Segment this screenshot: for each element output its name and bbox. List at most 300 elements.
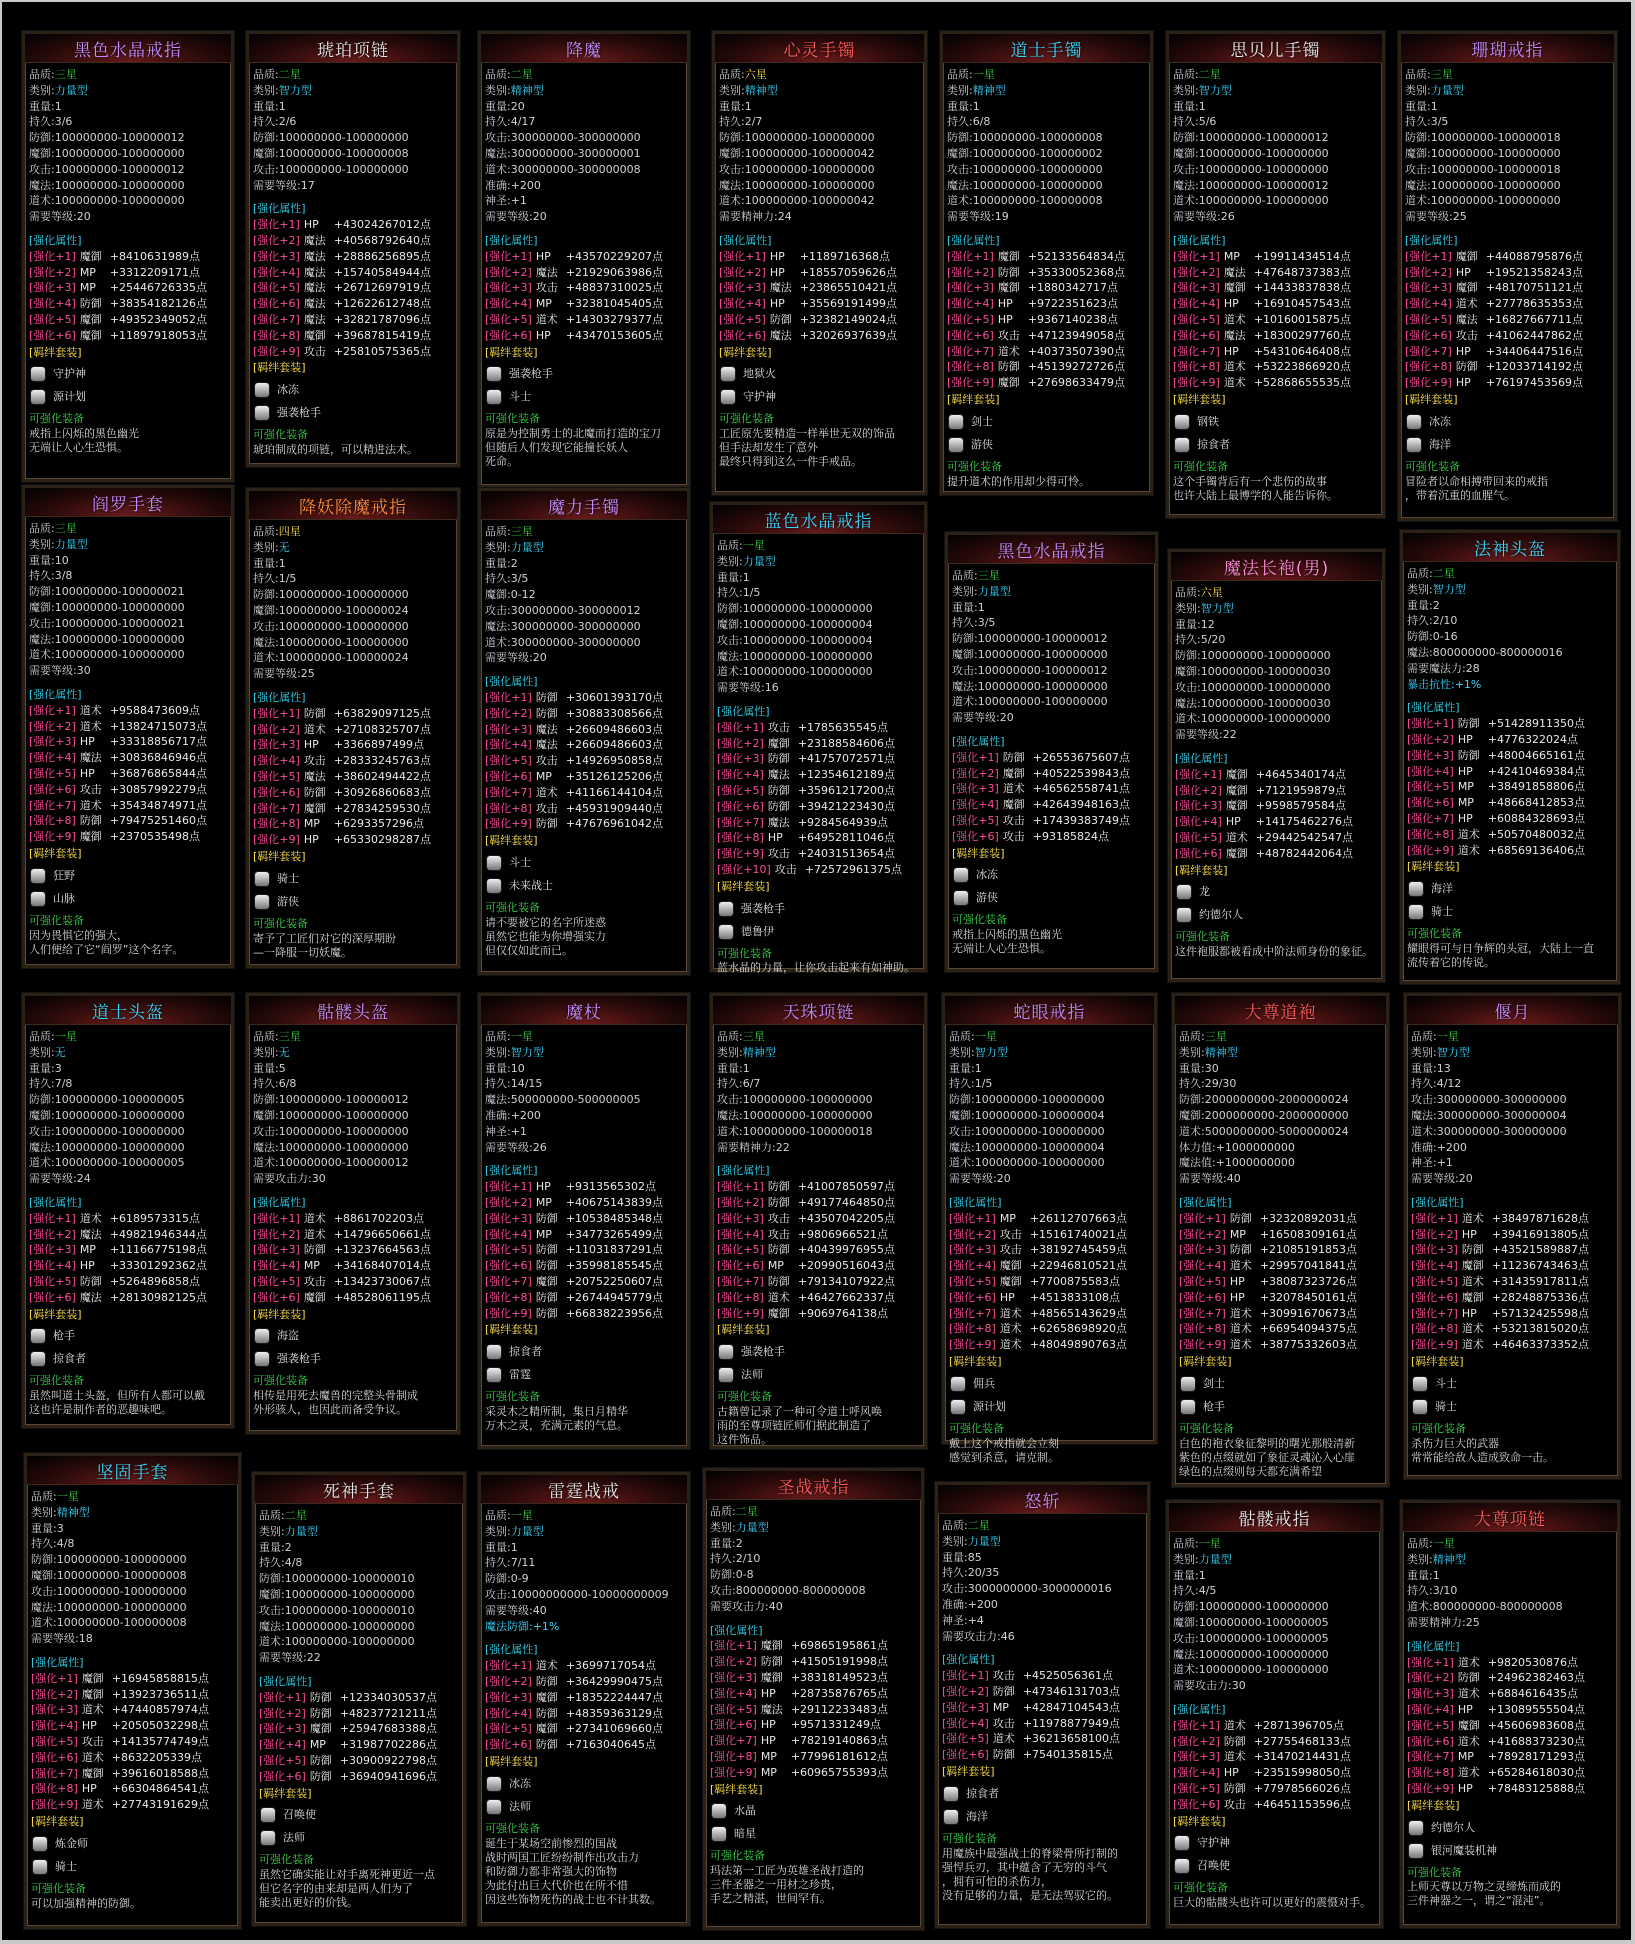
stat-label: 需要等级: <box>29 1172 77 1186</box>
stat-value: 300000000-300000008 <box>510 162 641 176</box>
enhance-row <box>485 1658 683 1674</box>
item-card[interactable] <box>22 993 234 1428</box>
stat-label: 需要等级: <box>1175 728 1223 742</box>
enhance-value: +43570229207点 <box>565 249 664 263</box>
enhance-row <box>717 1274 920 1290</box>
stat-label: 持久: <box>1173 115 1199 129</box>
enhance-value: +9806966521点 <box>797 1227 889 1241</box>
stat-row <box>1179 1155 1382 1171</box>
stat-label: 需要精神力: <box>1407 1615 1466 1629</box>
enhance-value: +34406447516点 <box>1485 344 1584 358</box>
enhance-row <box>31 1797 234 1813</box>
stat-value: 一星 <box>1432 1537 1455 1550</box>
item-description-line: 可以加强精神的防御。 <box>31 1896 141 1910</box>
set-bonus-item[interactable] <box>944 1785 1143 1803</box>
stat-label: 攻击: <box>29 1124 55 1138</box>
enhance-value: +35961217200点 <box>797 783 896 797</box>
set-section-title: [羁绊套装] <box>1407 1798 1460 1812</box>
stat-row <box>947 162 1146 178</box>
stat-label: 类别: <box>717 1045 743 1059</box>
enhance-stat: 防御 <box>767 1243 790 1257</box>
enhance-value: +31470214431点 <box>1253 1750 1352 1764</box>
set-bonus-item[interactable] <box>255 1327 453 1345</box>
enhance-level: [强化+2] <box>942 1684 989 1698</box>
set-bonus-item[interactable] <box>261 1829 459 1847</box>
enhance-value: +27778635353点 <box>1485 297 1584 311</box>
set-bonus-item[interactable] <box>255 893 453 911</box>
enhance-level: [强化+2] <box>485 265 532 279</box>
set-bonus-item[interactable] <box>487 365 683 383</box>
enhance-value: +3699717054点 <box>565 1659 657 1673</box>
stat-row <box>485 1045 683 1061</box>
item-card[interactable] <box>246 993 460 1434</box>
enhanceable-tag: 可强化装备 <box>253 1374 308 1388</box>
stat-value: 力量型 <box>510 540 544 554</box>
stat-label: 需要攻击力: <box>942 1629 1001 1643</box>
stat-label: 魔法: <box>29 632 55 646</box>
stat-value: 100000000-100000004 <box>974 1108 1105 1122</box>
stat-value: 智力型 <box>974 1045 1008 1059</box>
enhanceable-tag: 可强化装备 <box>949 1421 1004 1435</box>
enhance-row <box>949 1242 1150 1258</box>
set-bonus-item[interactable] <box>1175 1834 1376 1852</box>
stat-row <box>1173 1678 1376 1694</box>
item-details <box>255 1504 463 1912</box>
set-bonus-item[interactable] <box>1413 1375 1614 1393</box>
stat-row <box>29 67 227 83</box>
enhance-level: [强化+6] <box>1405 328 1452 342</box>
set-bonus-item[interactable] <box>487 877 683 895</box>
set-bonus-item[interactable] <box>949 436 1146 454</box>
stat-label: 魔法: <box>485 1093 511 1107</box>
stat-label: 准确: <box>485 1108 511 1122</box>
stat-value: 300000000-300000000 <box>510 131 641 145</box>
item-description-line: ，带着沉重的血腥气。 <box>1405 488 1515 502</box>
enhance-row <box>29 782 227 798</box>
item-card[interactable] <box>22 31 234 482</box>
stat-label: 品质: <box>259 1509 285 1522</box>
enhance-value: +12334030537点 <box>339 1690 438 1704</box>
stat-label: 持久: <box>719 115 745 129</box>
enhance-row <box>253 1211 453 1227</box>
set-bonus-item[interactable] <box>33 1835 234 1853</box>
enhance-level: [强化+2] <box>485 706 532 720</box>
item-card[interactable] <box>1398 31 1617 521</box>
stat-label: 类别: <box>485 83 511 97</box>
stat-label: 需要等级: <box>485 651 533 665</box>
set-bonus-item[interactable] <box>719 923 920 941</box>
stat-row <box>485 83 683 99</box>
enhance-row <box>1411 1211 1614 1227</box>
stat-row <box>717 649 920 665</box>
enhance-value: +27834259530点 <box>333 801 432 815</box>
set-bonus-item[interactable] <box>954 889 1151 907</box>
stat-label: 需要等级: <box>1405 210 1453 224</box>
set-bonus-item[interactable] <box>1175 1857 1376 1875</box>
stat-label: 持久: <box>717 586 743 600</box>
enhance-row <box>29 798 227 814</box>
stat-row <box>1179 1124 1382 1140</box>
item-card[interactable] <box>935 1482 1150 1928</box>
card-header <box>943 34 1150 63</box>
stat-label: 道术: <box>1411 1124 1437 1138</box>
set-bonus-item[interactable] <box>1177 906 1378 924</box>
enhance-stat: 防御 <box>769 312 792 326</box>
set-bonus-item[interactable] <box>31 388 227 406</box>
item-name: 法神头盔 <box>1474 539 1546 560</box>
item-description-line: 强悍兵刃，其中蕴含了无穷的斗气 <box>942 1860 1107 1874</box>
enhance-stat: HP <box>1223 344 1239 358</box>
enhance-level: [强化+2] <box>1175 783 1222 797</box>
enhance-value: +10538485348点 <box>565 1211 664 1225</box>
stat-value: 500000000-500000005 <box>510 1093 641 1107</box>
enhance-value: +1785635545点 <box>797 720 889 734</box>
item-card[interactable] <box>940 31 1153 495</box>
enhance-stat: HP <box>535 1180 551 1194</box>
enhance-section-title: [强化属性] <box>29 1195 82 1209</box>
item-card[interactable] <box>945 532 1158 972</box>
item-description-line: 冒险者以命相搏带回来的戒指 <box>1405 474 1548 488</box>
item-description-line: 无端让人心生恐惧。 <box>952 942 1051 956</box>
set-bonus-item[interactable] <box>721 365 920 383</box>
stat-row <box>947 146 1146 162</box>
stat-row <box>947 114 1146 130</box>
enhance-value: +9722351623点 <box>1027 297 1119 311</box>
item-card[interactable] <box>1168 549 1385 982</box>
set-bonus-item[interactable] <box>487 1366 683 1384</box>
set-bonus-item[interactable] <box>31 890 227 908</box>
item-name: 魔杖 <box>566 1002 602 1023</box>
stat-value: 800000000-800000008 <box>1432 1600 1563 1614</box>
stat-value: 1 <box>1430 99 1438 113</box>
enhance-value: +28735876765点 <box>790 1686 889 1700</box>
stat-label: 类别: <box>947 83 973 97</box>
item-name: 天珠项链 <box>782 1002 855 1023</box>
set-bonus-item[interactable] <box>487 854 683 872</box>
stat-value: 100000000-100000000 <box>278 619 409 633</box>
enhance-stat: 魔御 <box>1223 281 1246 295</box>
stat-row <box>485 1061 683 1077</box>
item-details <box>1175 1025 1386 1481</box>
set-bonus-item[interactable] <box>487 1775 683 1793</box>
set-bonus-name: 强袭枪手 <box>509 367 553 381</box>
set-emblem-icon <box>487 390 501 404</box>
enhance-row <box>29 1290 227 1306</box>
stat-label: 魔法: <box>952 679 978 693</box>
enhance-stat: MP <box>1457 1750 1474 1764</box>
enhance-level: [强化+6] <box>29 328 76 342</box>
stat-label: 持久: <box>942 1566 968 1580</box>
item-card[interactable] <box>1400 1500 1620 1928</box>
enhance-stat: 道术 <box>1461 1322 1484 1336</box>
stat-row <box>29 616 227 632</box>
stat-row <box>253 1108 453 1124</box>
enhance-row <box>1179 1274 1382 1290</box>
stat-row <box>717 1124 920 1140</box>
enhance-row <box>31 1734 234 1750</box>
item-name: 黑色水晶戒指 <box>997 541 1106 562</box>
enhance-level: [强化+9] <box>253 833 300 847</box>
enhance-section-title: [强化属性] <box>485 1643 538 1657</box>
enhance-row <box>942 1731 1143 1747</box>
set-bonus-item[interactable] <box>487 1343 683 1361</box>
item-card[interactable] <box>1404 993 1621 1479</box>
card-header <box>1171 552 1382 581</box>
enhance-stat: MP <box>535 1227 552 1241</box>
enhance-stat: 道术 <box>1457 1687 1480 1701</box>
stat-value: 100000000-100000005 <box>54 1156 185 1170</box>
stat-value: 14/15 <box>510 1077 543 1091</box>
stat-value: 17 <box>300 178 315 192</box>
set-emblem-icon <box>954 868 968 882</box>
stat-row <box>31 1615 234 1631</box>
enhance-stat: 道术 <box>1223 312 1246 326</box>
enhance-stat: 魔御 <box>81 1687 104 1701</box>
enhance-level: [强化+4] <box>949 1259 996 1273</box>
enhance-value: +36429990475点 <box>565 1674 664 1688</box>
enhance-row <box>717 799 920 815</box>
stat-label: 魔御: <box>717 617 743 631</box>
set-bonus-item[interactable] <box>719 1343 920 1361</box>
item-name: 降妖除魔戒指 <box>299 497 407 518</box>
stat-row <box>31 1631 234 1647</box>
set-bonus-item[interactable] <box>487 1798 683 1816</box>
enhance-row <box>1411 1242 1614 1258</box>
set-bonus-item[interactable] <box>1175 413 1378 431</box>
set-bonus-item[interactable] <box>951 1375 1150 1393</box>
enhance-level: [强化+1] <box>485 1180 532 1194</box>
stat-row <box>1173 1631 1376 1647</box>
set-bonus-item[interactable] <box>1407 413 1610 431</box>
enhance-stat: 魔御 <box>1225 783 1248 797</box>
set-bonus-item[interactable] <box>949 413 1146 431</box>
stat-row <box>485 524 683 540</box>
enhance-level: [强化+7] <box>947 344 994 358</box>
stat-label: 需要等级: <box>31 1632 79 1646</box>
stat-label: 类别: <box>949 1045 975 1059</box>
enhance-row <box>1175 846 1378 862</box>
stat-label: 防御: <box>29 1093 55 1107</box>
enhance-value: +13923736511点 <box>111 1687 210 1701</box>
set-bonus-item[interactable] <box>31 365 227 383</box>
set-bonus-item[interactable] <box>31 867 227 885</box>
enhance-value: +28886256895点 <box>333 249 432 263</box>
enhance-row <box>717 1242 920 1258</box>
stat-label: 重量: <box>952 600 978 614</box>
enhance-value: +36213658100点 <box>1022 1732 1121 1746</box>
set-bonus-item[interactable] <box>31 1350 227 1368</box>
stat-row <box>719 162 920 178</box>
stat-row <box>29 568 227 584</box>
enhance-stat: MP <box>535 1195 552 1209</box>
set-section-title: [羁绊套装] <box>949 1354 1002 1368</box>
set-bonus-item[interactable] <box>255 1350 453 1368</box>
stat-label: 道术: <box>29 194 55 208</box>
stat-row <box>1411 1045 1614 1061</box>
enhance-level: [强化+4] <box>710 1686 757 1700</box>
set-bonus-item[interactable] <box>255 404 453 422</box>
enhance-value: +42643948163点 <box>1032 798 1131 812</box>
enhance-value: +20752250607点 <box>565 1274 664 1288</box>
enhance-level: [强化+3] <box>1173 281 1220 295</box>
set-bonus-item[interactable] <box>1409 1842 1613 1860</box>
enhance-stat: HP <box>1229 1274 1245 1288</box>
enhance-row <box>259 1753 459 1769</box>
enhance-level: [强化+5] <box>253 1274 300 1288</box>
enhance-row <box>947 265 1146 281</box>
enhance-section-title: [强化属性] <box>1405 233 1458 247</box>
item-card[interactable] <box>710 502 927 975</box>
set-emblem-icon <box>31 869 45 883</box>
stat-label: 魔法: <box>719 178 745 192</box>
item-card[interactable] <box>478 993 690 1449</box>
set-bonus-item[interactable] <box>261 1806 459 1824</box>
stat-label: 品质: <box>947 68 973 81</box>
stat-row <box>1405 178 1610 194</box>
enhance-level: [强化+5] <box>1173 312 1220 326</box>
enhance-row <box>947 328 1146 344</box>
enhance-level: [强化+2] <box>485 1195 532 1209</box>
stat-label: 类别: <box>1173 1552 1199 1566</box>
set-bonus-item[interactable] <box>1177 883 1378 901</box>
enhance-stat: HP <box>767 831 783 845</box>
enhanceable-tag: 可强化装备 <box>485 900 540 914</box>
stat-row <box>1173 1583 1376 1599</box>
stat-row <box>1179 1029 1382 1045</box>
stat-row <box>1173 1536 1376 1552</box>
stat-label: 防御: <box>947 131 973 145</box>
enhance-value: +22946810521点 <box>1029 1259 1128 1273</box>
enhance-stat: 道术 <box>1002 782 1025 796</box>
enhanceable-tag: 可强化装备 <box>1173 459 1228 473</box>
item-card[interactable] <box>1400 530 1620 984</box>
stat-label: 类别: <box>710 1520 736 1534</box>
item-card[interactable] <box>252 1472 466 1926</box>
item-card[interactable] <box>1166 1500 1383 1928</box>
enhance-level: [强化+2] <box>1179 1227 1226 1241</box>
set-bonus-item[interactable] <box>1409 903 1613 921</box>
stat-value: 30 <box>1231 1679 1246 1693</box>
stat-value: 100000000-100000000 <box>56 1553 187 1567</box>
set-section-title: [羁绊套装] <box>947 392 1000 406</box>
enhance-stat: 道术 <box>997 344 1020 358</box>
stat-label: 持久: <box>485 1556 511 1570</box>
enhance-level: [强化+5] <box>1405 312 1452 326</box>
set-bonus-item[interactable] <box>487 388 683 406</box>
set-bonus-item[interactable] <box>1409 880 1613 898</box>
set-bonus-item[interactable] <box>1407 436 1610 454</box>
set-bonus-item[interactable] <box>1413 1398 1614 1416</box>
item-description-line: 但它名字的由来却是两人们为了 <box>259 1882 413 1896</box>
enhance-row <box>1411 1258 1614 1274</box>
stat-label: 攻击: <box>29 162 55 176</box>
set-bonus-item[interactable] <box>31 1327 227 1345</box>
stat-row <box>1175 585 1378 601</box>
enhance-value: +12622612748点 <box>333 297 432 311</box>
enhance-level: [强化+3] <box>717 1211 764 1225</box>
item-card[interactable] <box>24 1453 241 1929</box>
enhance-level: [强化+2] <box>1411 1227 1458 1241</box>
stat-label: 防御: <box>1407 630 1433 644</box>
stat-row <box>253 1155 453 1171</box>
item-description-line: 杀伤力巨大的武器 <box>1411 1436 1499 1450</box>
item-card[interactable] <box>942 993 1157 1464</box>
set-bonus-item[interactable] <box>255 870 453 888</box>
stat-value: 精神型 <box>744 83 778 97</box>
item-card[interactable] <box>22 485 234 968</box>
set-bonus-item[interactable] <box>1181 1375 1382 1393</box>
enhance-value: +25810575365点 <box>333 344 432 358</box>
set-bonus-item[interactable] <box>712 1825 917 1843</box>
enhance-level: [强化+7] <box>717 1274 764 1288</box>
item-card[interactable] <box>710 993 927 1449</box>
item-card[interactable] <box>712 31 927 495</box>
stat-value: 100000000-100000021 <box>54 585 185 599</box>
item-card[interactable] <box>478 488 690 975</box>
set-bonus-item[interactable] <box>33 1858 234 1876</box>
stat-value: 3/8 <box>54 569 73 583</box>
item-card[interactable] <box>246 31 460 467</box>
item-card[interactable] <box>1172 993 1389 1487</box>
set-bonus-item[interactable] <box>1409 1819 1613 1837</box>
set-emblem-icon <box>1181 1400 1195 1414</box>
stat-value: 100000000-100000018 <box>742 1124 873 1138</box>
set-bonus-name: 骑士 <box>277 871 299 885</box>
enhance-section-title: [强化属性] <box>253 202 306 216</box>
enhance-stat: HP <box>1229 1290 1245 1304</box>
stat-value: 100000000-100000000 <box>54 1124 185 1138</box>
set-bonus-item[interactable] <box>721 388 920 406</box>
set-bonus-item[interactable] <box>951 1398 1150 1416</box>
set-bonus-item[interactable] <box>944 1808 1143 1826</box>
enhance-row <box>1173 312 1378 328</box>
enhance-level: [强化+2] <box>710 1655 757 1669</box>
enhance-row <box>1405 312 1610 328</box>
enhance-value: +33301292362点 <box>109 1259 208 1273</box>
item-card[interactable] <box>478 31 690 488</box>
enhance-level: [强化+4] <box>31 1719 78 1733</box>
set-bonus-item[interactable] <box>255 381 453 399</box>
item-card[interactable] <box>478 1472 690 1926</box>
stat-row <box>29 1045 227 1061</box>
enhance-value: +49177464850点 <box>797 1195 896 1209</box>
stat-row <box>253 1140 453 1156</box>
set-bonus-item[interactable] <box>719 1366 920 1384</box>
stat-value: 20 <box>76 210 91 224</box>
stat-label: 攻击: <box>253 619 279 633</box>
set-bonus-item[interactable] <box>719 900 920 918</box>
set-bonus-item[interactable] <box>712 1802 917 1820</box>
set-bonus-name: 游侠 <box>976 891 998 905</box>
item-card[interactable] <box>246 488 460 968</box>
enhance-section-title: [强化属性] <box>717 704 770 718</box>
item-card[interactable] <box>1166 31 1385 518</box>
set-bonus-item[interactable] <box>1175 436 1378 454</box>
enhance-level: [强化+6] <box>253 785 300 799</box>
enhance-stat: HP <box>81 1719 97 1733</box>
item-card[interactable] <box>703 1468 924 1930</box>
stat-row <box>29 521 227 537</box>
set-emblem-icon <box>1413 1400 1427 1414</box>
enhance-stat: 魔法 <box>303 249 326 263</box>
set-bonus-name: 斗士 <box>509 856 531 870</box>
set-bonus-name: 约德尔人 <box>1199 908 1243 922</box>
set-bonus-item[interactable] <box>1181 1398 1382 1416</box>
set-bonus-item[interactable] <box>954 866 1151 884</box>
set-emblem-icon <box>719 1368 733 1382</box>
stat-label: 魔御: <box>1175 664 1201 678</box>
item-description-line: 提升道术的作用却少得可怜。 <box>947 474 1090 488</box>
